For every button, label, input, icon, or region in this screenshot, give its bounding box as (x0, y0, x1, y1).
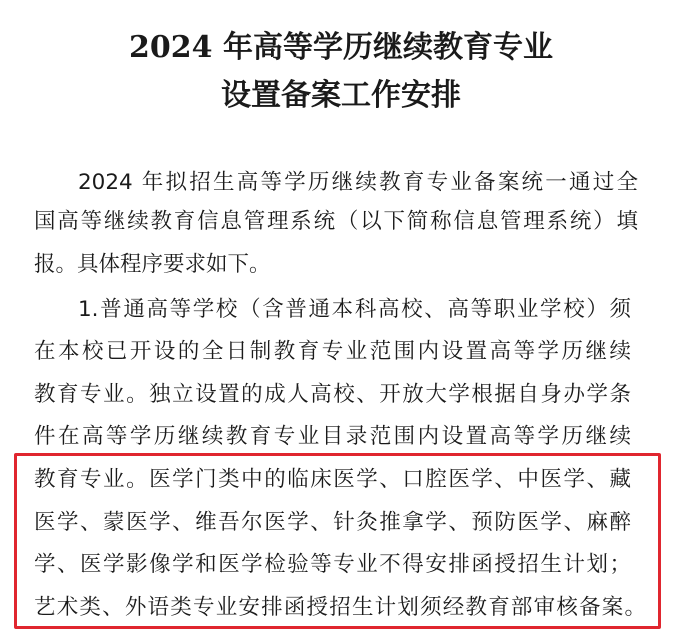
document-title-line-1: 2024 年高等学历继续教育专业 (129, 30, 553, 65)
paragraph-2-line-1: 1.普通高等学校（含普通本科高校、高等职业学校）须 (78, 297, 631, 322)
paragraph-2-line-7: 学、医学影像学和医学检验等专业不得安排函授招生计划； (34, 552, 631, 577)
paragraph-2-line-6: 医学、蒙医学、维吾尔医学、针灸推拿学、预防医学、麻醉 (34, 510, 631, 535)
document-title-line-2: 设置备案工作安排 (221, 78, 461, 113)
paragraph-2-line-4: 件在高等学历继续教育专业目录范围内设置高等学历继续 (34, 424, 631, 449)
highlight-box (14, 453, 661, 629)
paragraph-2-line-8: 艺术类、外语类专业安排函授招生计划须经教育部审核备案。 (34, 595, 646, 620)
paragraph-1-line-3: 报。具体程序要求如下。 (34, 252, 271, 277)
paragraph-1-line-1: 2024 年拟招生高等学历继续教育专业备案统一通过全 (78, 170, 638, 195)
paragraph-2-line-2: 在本校已开设的全日制教育专业范围内设置高等学历继续 (34, 339, 631, 364)
paragraph-2-line-3: 教育专业。独立设置的成人高校、开放大学根据自身办学条 (34, 382, 631, 407)
paragraph-1-line-2: 国高等继续教育信息管理系统（以下简称信息管理系统）填 (34, 209, 638, 234)
paragraph-2-line-5: 教育专业。医学门类中的临床医学、口腔医学、中医学、藏 (34, 467, 631, 492)
